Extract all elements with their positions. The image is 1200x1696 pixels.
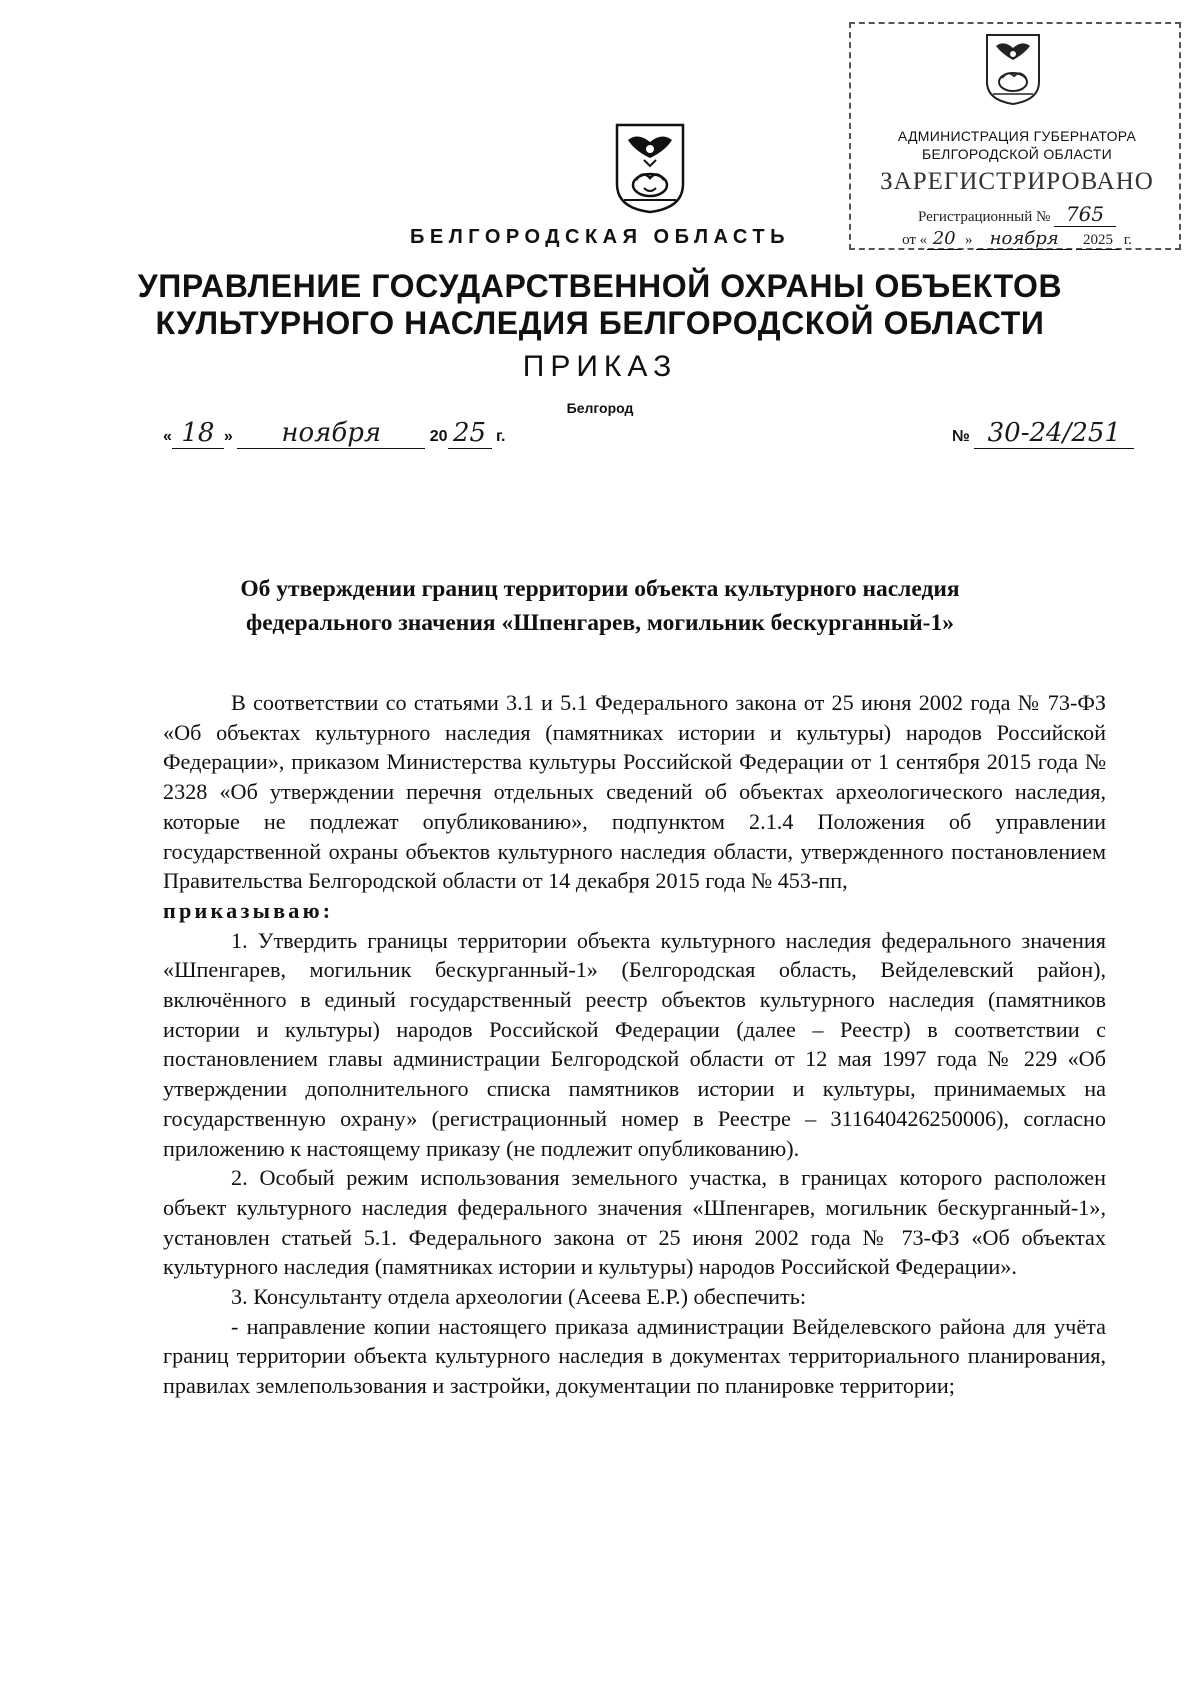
preamble-paragraph: В соответствии со статьями 3.1 и 5.1 Федерального закона от 25 июня 2002 года № 73-ФЗ «Об объектах культурного наследия (памятниках истории и культуры) народов Российской Федерации», приказом Министерства культуры Российской Федерации от 1 сентября 2015 года № 2328 «Об утверждении перечня отдельных сведений об объектах археологического наследия, которые не подлежат опубликованию», подпунктом 2.1.4 Положения об управлении государственной охраны объектов культурного наследия области, утвержденного постановлением Правительства Белгородской области от 14 декабря 2015 года № 453-пп, <box>163 690 1106 894</box>
stamp-reg-number-row <box>851 202 1183 227</box>
title-line2: федерального значения «Шпенгарев, могильник бескурганный-1» <box>245 610 954 636</box>
order-day: 18 <box>172 418 224 449</box>
order-year-prefix: 20 <box>429 428 448 445</box>
stamp-date-day: 20 <box>927 228 961 250</box>
order-number: 30-24/251 <box>974 418 1134 449</box>
order-year-unit: г. <box>495 428 506 445</box>
stamp-org-line1: АДМИНИСТРАЦИЯ ГУБЕРНАТОРА <box>897 128 1137 144</box>
city-name: Белгород <box>566 400 634 416</box>
registration-stamp <box>849 22 1181 250</box>
order-number-label: № <box>952 428 970 445</box>
item-1-paragraph: 1. Утвердить границы территории объекта культурного наследия федерального значения «Шпенгарев, могильник бескурганный-1» (Белгородская область, Вейделевский район), включённого в единый государственный реестр объектов культурного наследия (памятников истории и культуры) народов Российской Федерации (далее – Реестр) в соответствии с постановлением главы администрации Белгородской области от 12 мая 1997 года № 229 «Об утверждении дополнительного списка памятников истории и культуры, принимаемых на государственную охрану» (регистрационный номер в Реестре – 311640426250006), согласно приложению к настоящему приказу (не подлежит опубликованию). <box>163 927 1106 1161</box>
stamp-org-line2: БЕЛГОРОДСКОЙ ОБЛАСТИ <box>922 146 1112 162</box>
date-open-quote: « <box>163 428 172 445</box>
decree-word <box>163 896 1106 926</box>
item-3-sub1-paragraph: - направление копии настоящего приказа администрации Вейделевского района для учёта границ территории объекта культурного наследия в документах территориального планирования, правилах землепользования и застройки, документации по планировке территории; <box>163 1313 1106 1399</box>
stamp-date-year: 2025 <box>1076 232 1120 250</box>
document-title <box>150 572 1050 640</box>
coat-of-arms-icon <box>614 122 686 214</box>
department-line1: УПРАВЛЕНИЕ ГОСУДАРСТВЕННОЙ ОХРАНЫ ОБЪЕКТОВ <box>137 268 1063 304</box>
order-date <box>163 418 505 449</box>
document-type: ПРИКАЗ <box>522 350 678 383</box>
order-month: ноября <box>237 418 425 449</box>
coat-of-arms-icon <box>984 32 1042 106</box>
department-line2: КУЛЬТУРНОГО НАСЛЕДИЯ БЕЛГОРОДСКОЙ ОБЛАСТИ <box>155 305 1045 341</box>
item-3-paragraph: 3. Консультанту отдела археологии (Асеева Е.Р.) обеспечить: <box>231 1284 807 1310</box>
title-line1: Об утверждении границ территории объекта культурного наследия <box>240 576 960 602</box>
date-close-quote: » <box>223 428 233 445</box>
stamp-date-month: ноября <box>976 228 1072 250</box>
stamp-registered: ЗАРЕГИСТРИРОВАНО <box>880 168 1154 195</box>
document-body <box>163 688 1106 1401</box>
stamp-date-prefix: от « <box>902 232 928 248</box>
decree-word-text: приказываю: <box>163 897 334 923</box>
order-year-suffix: 25 <box>448 418 492 449</box>
order-number-row <box>952 418 1134 449</box>
stamp-reg-label: Регистрационный № <box>917 209 1051 225</box>
region-name: БЕЛГОРОДСКАЯ ОБЛАСТЬ <box>410 226 790 248</box>
stamp-date-suffix: г. <box>1123 232 1132 248</box>
stamp-reg-number: 765 <box>1054 202 1116 227</box>
item-2-paragraph: 2. Особый режим использования земельного участка, в границах которого расположен объект культурного наследия федерального значения «Шпенгарев, могильник бескурганный-1», установлен статьей 5.1. Федерального закона от 25 июня 2002 года № 73-ФЗ «Об объектах культурного наследия (памятниках истории и культуры) народов Российской Федерации». <box>163 1165 1106 1280</box>
stamp-date-mid: » <box>964 232 973 248</box>
